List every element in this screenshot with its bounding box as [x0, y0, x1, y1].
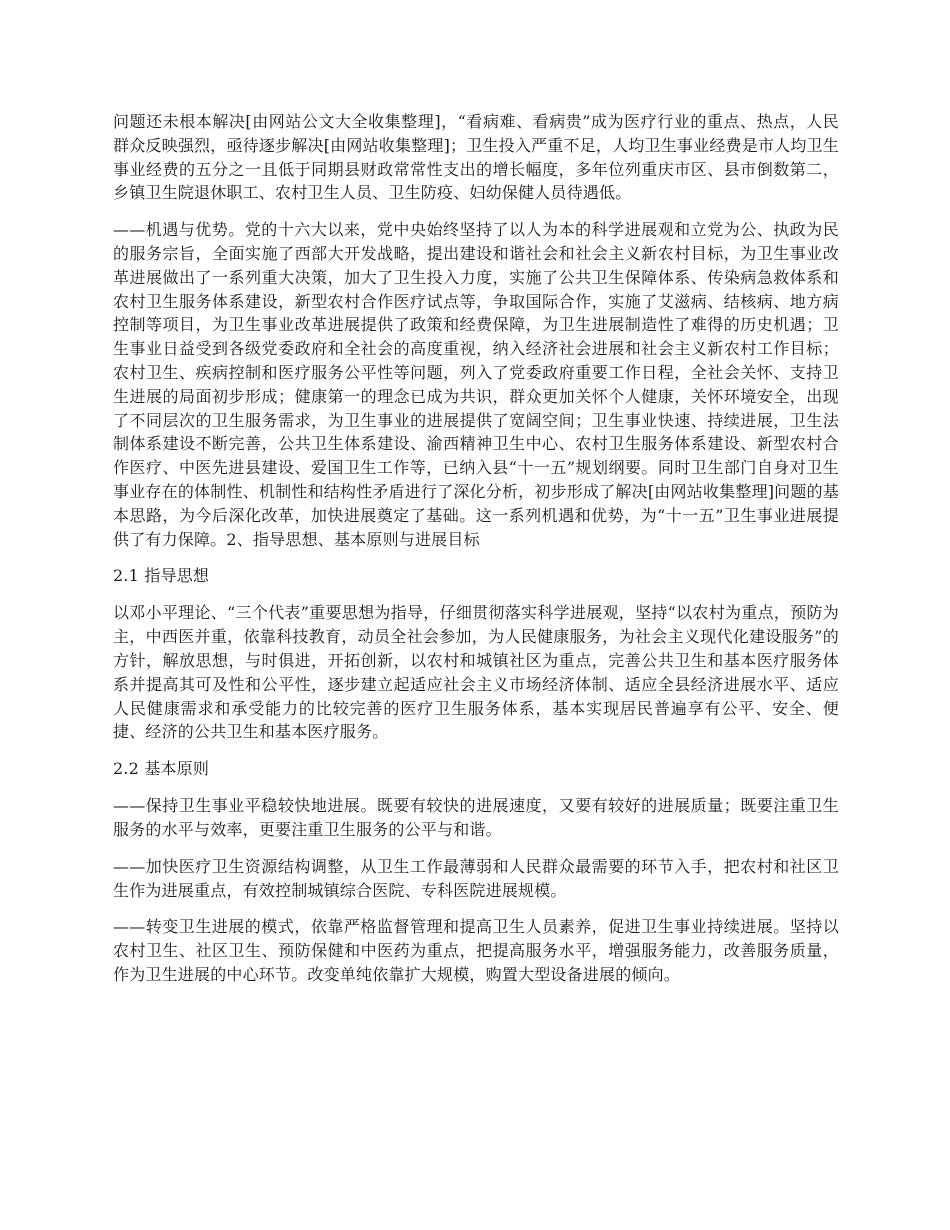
paragraph-principle-model: ——转变卫生进展的模式，依靠严格监督管理和提高卫生人员素养，促进卫生事业持续进展。坚持以农村卫生、社区卫生、预防保健和中医药为重点，把提高服务水平，增强服务能力，改善服务质量，作为卫生进展的中心环节。改变单纯依靠扩大规模，购置大型设备进展的倾向。: [113, 917, 839, 984]
paragraph-opportunities: ——机遇与优势。党的十六大以来，党中央始终坚持了以人为本的科学进展观和立党为公、执政为民的服务宗旨，全面实施了西部大开发战略，提出建设和谐社会和社会主义新农村目标，为卫生事业改革进展做出了一系列重大决策，加大了卫生投入力度，实施了公共卫生保障体系、传染病急救体系和农村卫生服务体系建设，新型农村合作医疗试点等，争取国际合作，实施了艾滋病、结核病、地方病控制等项目，为卫生事业改革进展提供了政策和经费保障，为卫生进展制造性了难得的历史机遇；卫生事业日益受到各级党委政府和全社会的高度重视，纳入经济社会进展和社会主义新农村工作目标；农村卫生、疾病控制和医疗服务公平性等问题，列入了党委政府重要工作日程，全社会关怀、支持卫生进展的局面初步形成；健康第一的理念已成为共识，群众更加关怀个人健康，关怀环境安全，出现了不同层次的卫生服务需求，为卫生事业的进展提供了宽阔空间；卫生事业快速、持续进展，卫生法制体系建设不断完善，公共卫生体系建设、渝西精神卫生中心、农村卫生服务体系建设、新型农村合作医疗、中医先进县建设、爱国卫生工作等，已纳入县“十一五”规划纲要。同时卫生部门自身对卫生事业存在的体制性、机制性和结构性矛盾进行了深化分析，初步形成了解决[由网站收集整理]问题的基本思路，为今后深化改革，加快进展奠定了基础。这一系列机遇和优势，为“十一五”卫生事业进展提供了有力保障。2、指导思想、基本原则与进展目标: [113, 220, 839, 549]
heading-basic-principles: 2.2 基本原则: [113, 759, 210, 779]
heading-guiding-ideology: 2.1 指导思想: [113, 566, 210, 586]
paragraph-principle-steady: ——保持卫生事业平稳较快地进展。既要有较快的进展速度，又要有较好的进展质量；既要注重卫生服务的水平与效率，更要注重卫生服务的公平与和谐。: [113, 796, 839, 839]
paragraph-principle-structure: ——加快医疗卫生资源结构调整，从卫生工作最薄弱和人民群众最需要的环节入手，把农村和社区卫生作为进展重点，有效控制城镇综合医院、专科医院进展规模。: [113, 856, 839, 900]
paragraph-guiding-ideology: 以邓小平理论、“三个代表”重要思想为指导，仔细贯彻落实科学进展观，坚持“以农村为重点，预防为主，中西医并重，依靠科技教育，动员全社会参加，为人民健康服务，为社会主义现代化建设服务”的方针，解放思想，与时俱进，开拓创新，以农村和城镇社区为重点，完善公共卫生和基本医疗服务体系并提高其可及性和公平性，逐步建立起适应社会主义市场经济体制、适应全县经济进展水平、适应人民健康需求和承受能力的比较完善的医疗卫生服务体系，基本实现居民普遍享有公平、安全、便捷、经济的公共卫生和基本医疗服务。: [113, 603, 839, 742]
paragraph-problems: 问题还未根本解决[由网站公文大全收集整理]，“看病难、看病贵”成为医疗行业的重点、热点，人民群众反映强烈，亟待逐步解决[由网站收集整理]；卫生投入严重不足，人均卫生事业经费是市人均卫生事业经费的五分之一且低于同期县财政常常性支出的增长幅度，多年位列重庆市区、县市倒数第二，乡镇卫生院退休职工、农村卫生人员、卫生防疫、妇幼保健人员待遇低。: [113, 112, 839, 203]
document-page: [113, 110, 839, 1000]
